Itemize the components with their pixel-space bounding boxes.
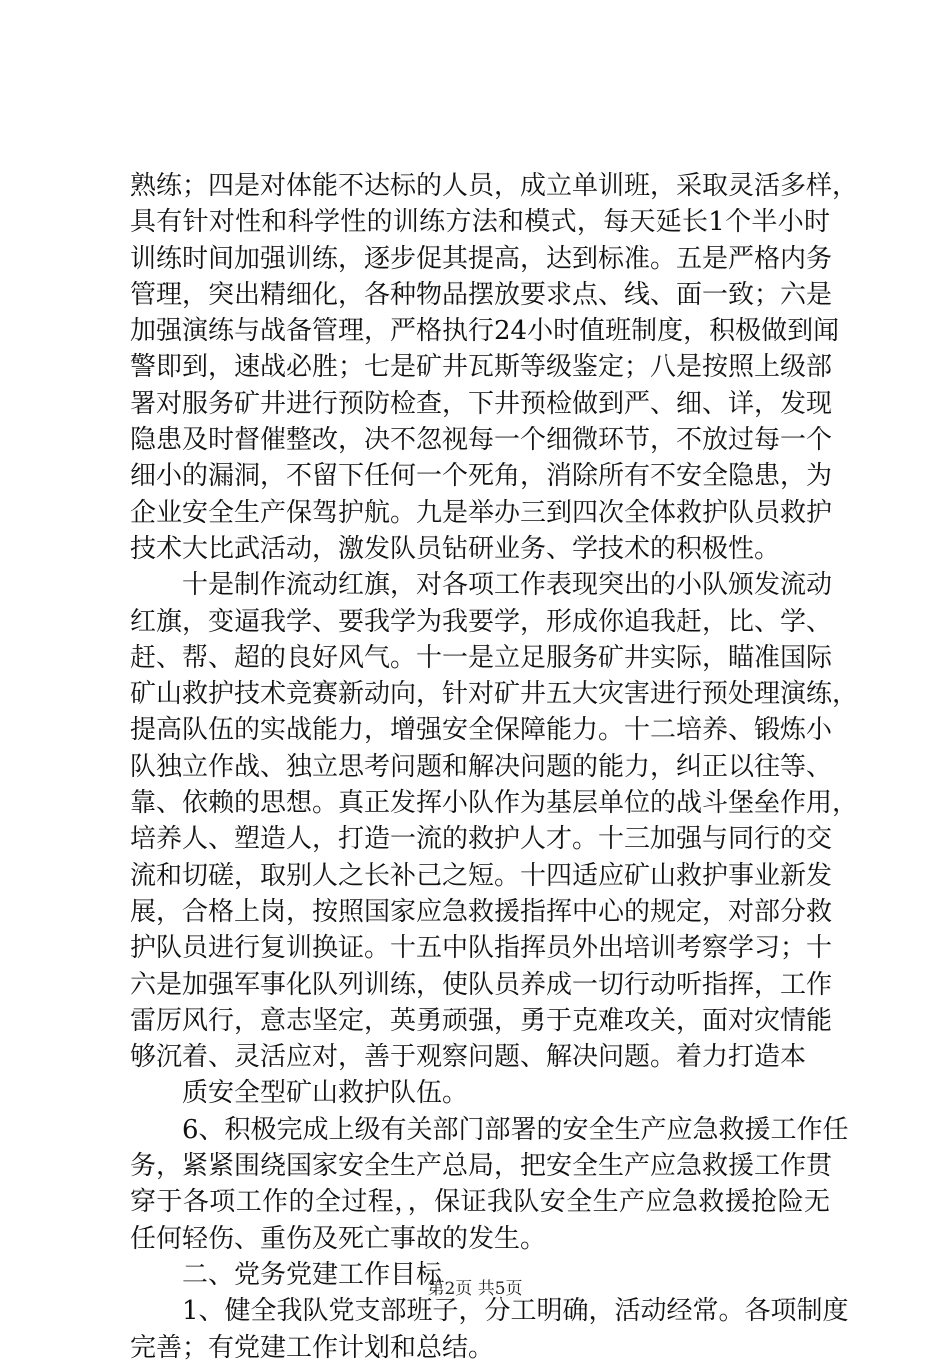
text-line: 培养人、塑造人，打造一流的救护人才。十三加强与同行的交 bbox=[130, 824, 833, 855]
text-line: 署对服务矿井进行预防检查，下井预检做到严、细、详，发现 bbox=[130, 388, 833, 419]
text-line: 加强演练与战备管理，严格执行24小时值班制度，积极做到闻 bbox=[130, 316, 840, 347]
text-line: 完善；有党建工作计划和总结。 bbox=[130, 1332, 495, 1363]
text-line: 十是制作流动红旗，对各项工作表现突出的小队颁发流动 bbox=[182, 570, 833, 601]
text-line: 赶、帮、超的良好风气。十一是立足服务矿井实际，瞄准国际 bbox=[130, 642, 833, 673]
text-line: 管理，突出精细化，各种物品摆放要求点、线、面一致；六是 bbox=[130, 279, 833, 310]
text-line: 靠、依赖的思想。真正发挥小队作为基层单位的战斗堡垒作用， bbox=[130, 788, 859, 819]
text-line: 流和切磋，取别人之长补己之短。十四适应矿山救护事业新发 bbox=[130, 860, 833, 891]
text-line: 矿山救护技术竞赛新动向，针对矿井五大灾害进行预处理演练， bbox=[130, 679, 859, 710]
text-line: 穿于各项工作的全过程，，保证我队安全生产应急救援抢险无 bbox=[130, 1187, 830, 1218]
text-line: 6、积极完成上级有关部门部署的安全生产应急救援工作任 bbox=[182, 1114, 849, 1145]
text-line: 队独立作战、独立思考问题和解决问题的能力，纠正以往等、 bbox=[130, 751, 833, 782]
text-line: 隐患及时督催整改，决不忽视每一个细微环节，不放过每一个 bbox=[130, 425, 833, 456]
text-line: 1、健全我队党支部班子，分工明确，活动经常。各项制度 bbox=[182, 1296, 849, 1327]
text-line: 细小的漏洞，不留下任何一个死角，消除所有不安全隐患，为 bbox=[130, 461, 833, 492]
text-line: 红旗，变逼我学、要我学为我要学，形成你追我赶，比、学、 bbox=[130, 606, 833, 637]
text-line: 熟练；四是对体能不达标的人员，成立单训班，采取灵活多样， bbox=[130, 171, 859, 201]
text-line: 具有针对性和科学性的训练方法和模式，每天延长1个半小时 bbox=[130, 207, 830, 238]
text-line: 质安全型矿山救护队伍。 bbox=[182, 1078, 469, 1109]
page-footer: 第2页 共5页 bbox=[427, 1279, 523, 1299]
text-line: 务，紧紧围绕国家安全生产总局，把安全生产应急救援工作贯 bbox=[130, 1151, 833, 1182]
text-line: 二、党务党建工作目标 bbox=[182, 1259, 443, 1290]
text-line: 任何轻伤、重伤及死亡事故的发生。 bbox=[130, 1223, 547, 1254]
document-body bbox=[130, 168, 859, 1366]
text-line: 够沉着、灵活应对，善于观察问题、解决问题。着力打造本 bbox=[130, 1042, 807, 1073]
text-line: 展，合格上岗，按照国家应急救援指挥中心的规定，对部分救 bbox=[130, 896, 833, 927]
text-line: 六是加强军事化队列训练，使队员养成一切行动听指挥，工作 bbox=[130, 969, 833, 1000]
text-line: 训练时间加强训练，逐步促其提高，达到标准。五是严格内务 bbox=[130, 243, 833, 274]
text-line: 技术大比武活动，激发队员钻研业务、学技术的积极性。 bbox=[130, 533, 781, 564]
text-line: 企业安全生产保驾护航。九是举办三到四次全体救护队员救护 bbox=[130, 497, 833, 528]
text-line: 提高队伍的实战能力，增强安全保障能力。十二培养、锻炼小 bbox=[130, 715, 833, 746]
text-line: 护队员进行复训换证。十五中队指挥员外出培训考察学习；十 bbox=[130, 933, 833, 964]
text-line: 雷厉风行，意志坚定，英勇顽强，勇于克难攻关，面对灾情能 bbox=[130, 1005, 833, 1036]
text-line: 警即到，速战必胜；七是矿井瓦斯等级鉴定；八是按照上级部 bbox=[130, 352, 833, 383]
